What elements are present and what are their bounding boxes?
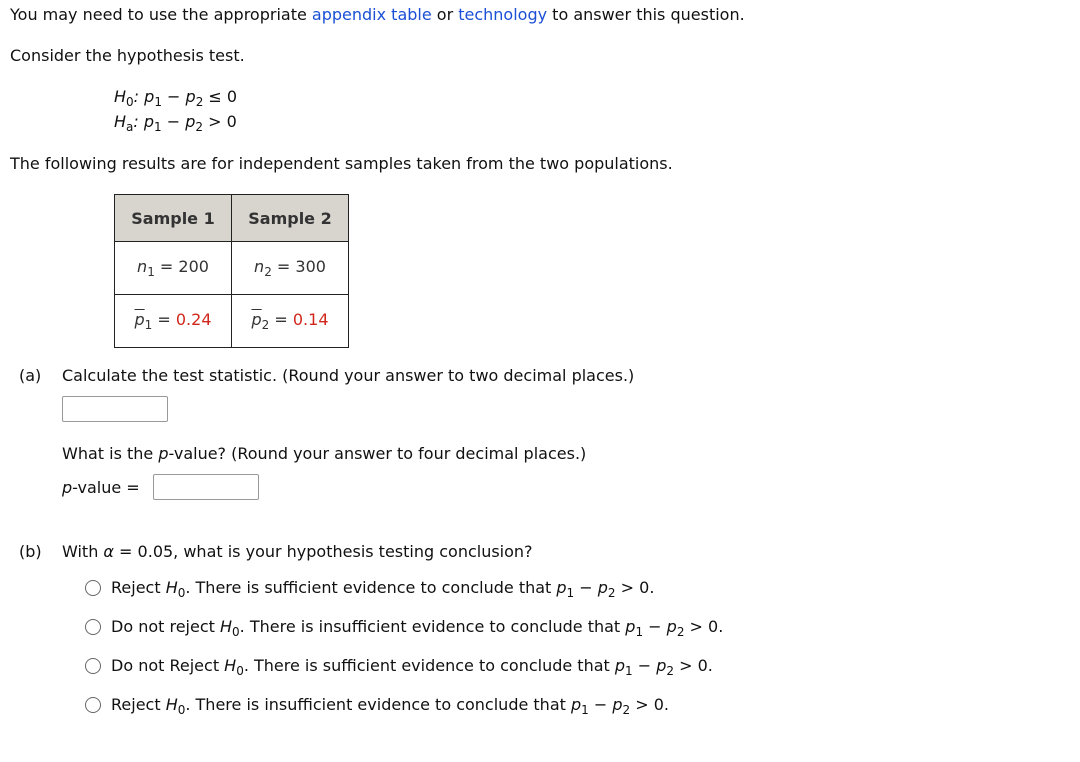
part-b-question: With α = 0.05, what is your hypothesis testing conclusion? (62, 542, 533, 561)
option-2-label[interactable]: Do not reject $H_0$. There is insufficient evidence to conclude that $p_1 - p_2 > 0$. (111, 617, 724, 639)
following-text: The following results are for independent samples taken from the two populations. (10, 154, 673, 173)
part-a-label: (a) (19, 366, 42, 385)
intro-text: You may need to use the appropriate appendix table or technology to answer this question. (10, 5, 745, 24)
option-3-label[interactable]: Do not Reject $H_0$. There is sufficient evidence to conclude that $p_1 - p_2 > 0$. (111, 656, 713, 678)
p-value-label: p-value = (62, 478, 140, 497)
part-a-question: Calculate the test statistic. (Round your answer to two decimal places.) (62, 366, 635, 385)
option-2-radio[interactable] (85, 619, 101, 635)
technology-link[interactable]: technology (458, 5, 548, 24)
null-hypothesis: $H_0$: $p_1 - p_2 \le 0$ (114, 87, 238, 109)
header-sample-2: Sample 2 (232, 195, 349, 242)
option-1-label[interactable]: Reject $H_0$. There is sufficient evidence to conclude that $p_1 - p_2 > 0$. (111, 578, 655, 600)
header-sample-1: Sample 1 (115, 195, 232, 242)
hypotheses (114, 87, 237, 137)
option-1-radio[interactable] (85, 580, 101, 596)
test-statistic-input[interactable] (62, 396, 168, 422)
appendix-table-link[interactable]: appendix table (311, 5, 432, 24)
option-4-label[interactable]: Reject $H_0$. There is insufficient evidence to conclude that $p_1 - p_2 > 0$. (111, 695, 669, 717)
n2-cell: $n_2 = 300$ (232, 242, 349, 295)
part-b-label: (b) (19, 542, 42, 561)
option-3-radio[interactable] (85, 658, 101, 674)
n1-cell: $n_1 = 200$ (115, 242, 232, 295)
p-value-question: What is the p-value? (Round your answer to four decimal places.) (62, 444, 587, 463)
sample-table (114, 194, 349, 348)
consider-text: Consider the hypothesis test. (10, 46, 245, 65)
p2-cell: $\overline{p}_2 = 0.14$ (232, 295, 349, 348)
p1-cell: $\overline{p}_1 = 0.24$ (115, 295, 232, 348)
alt-hypothesis: $H_a$: $p_1 - p_2 > 0$ (114, 112, 237, 134)
p-value-input[interactable] (153, 474, 259, 500)
option-4-radio[interactable] (85, 697, 101, 713)
